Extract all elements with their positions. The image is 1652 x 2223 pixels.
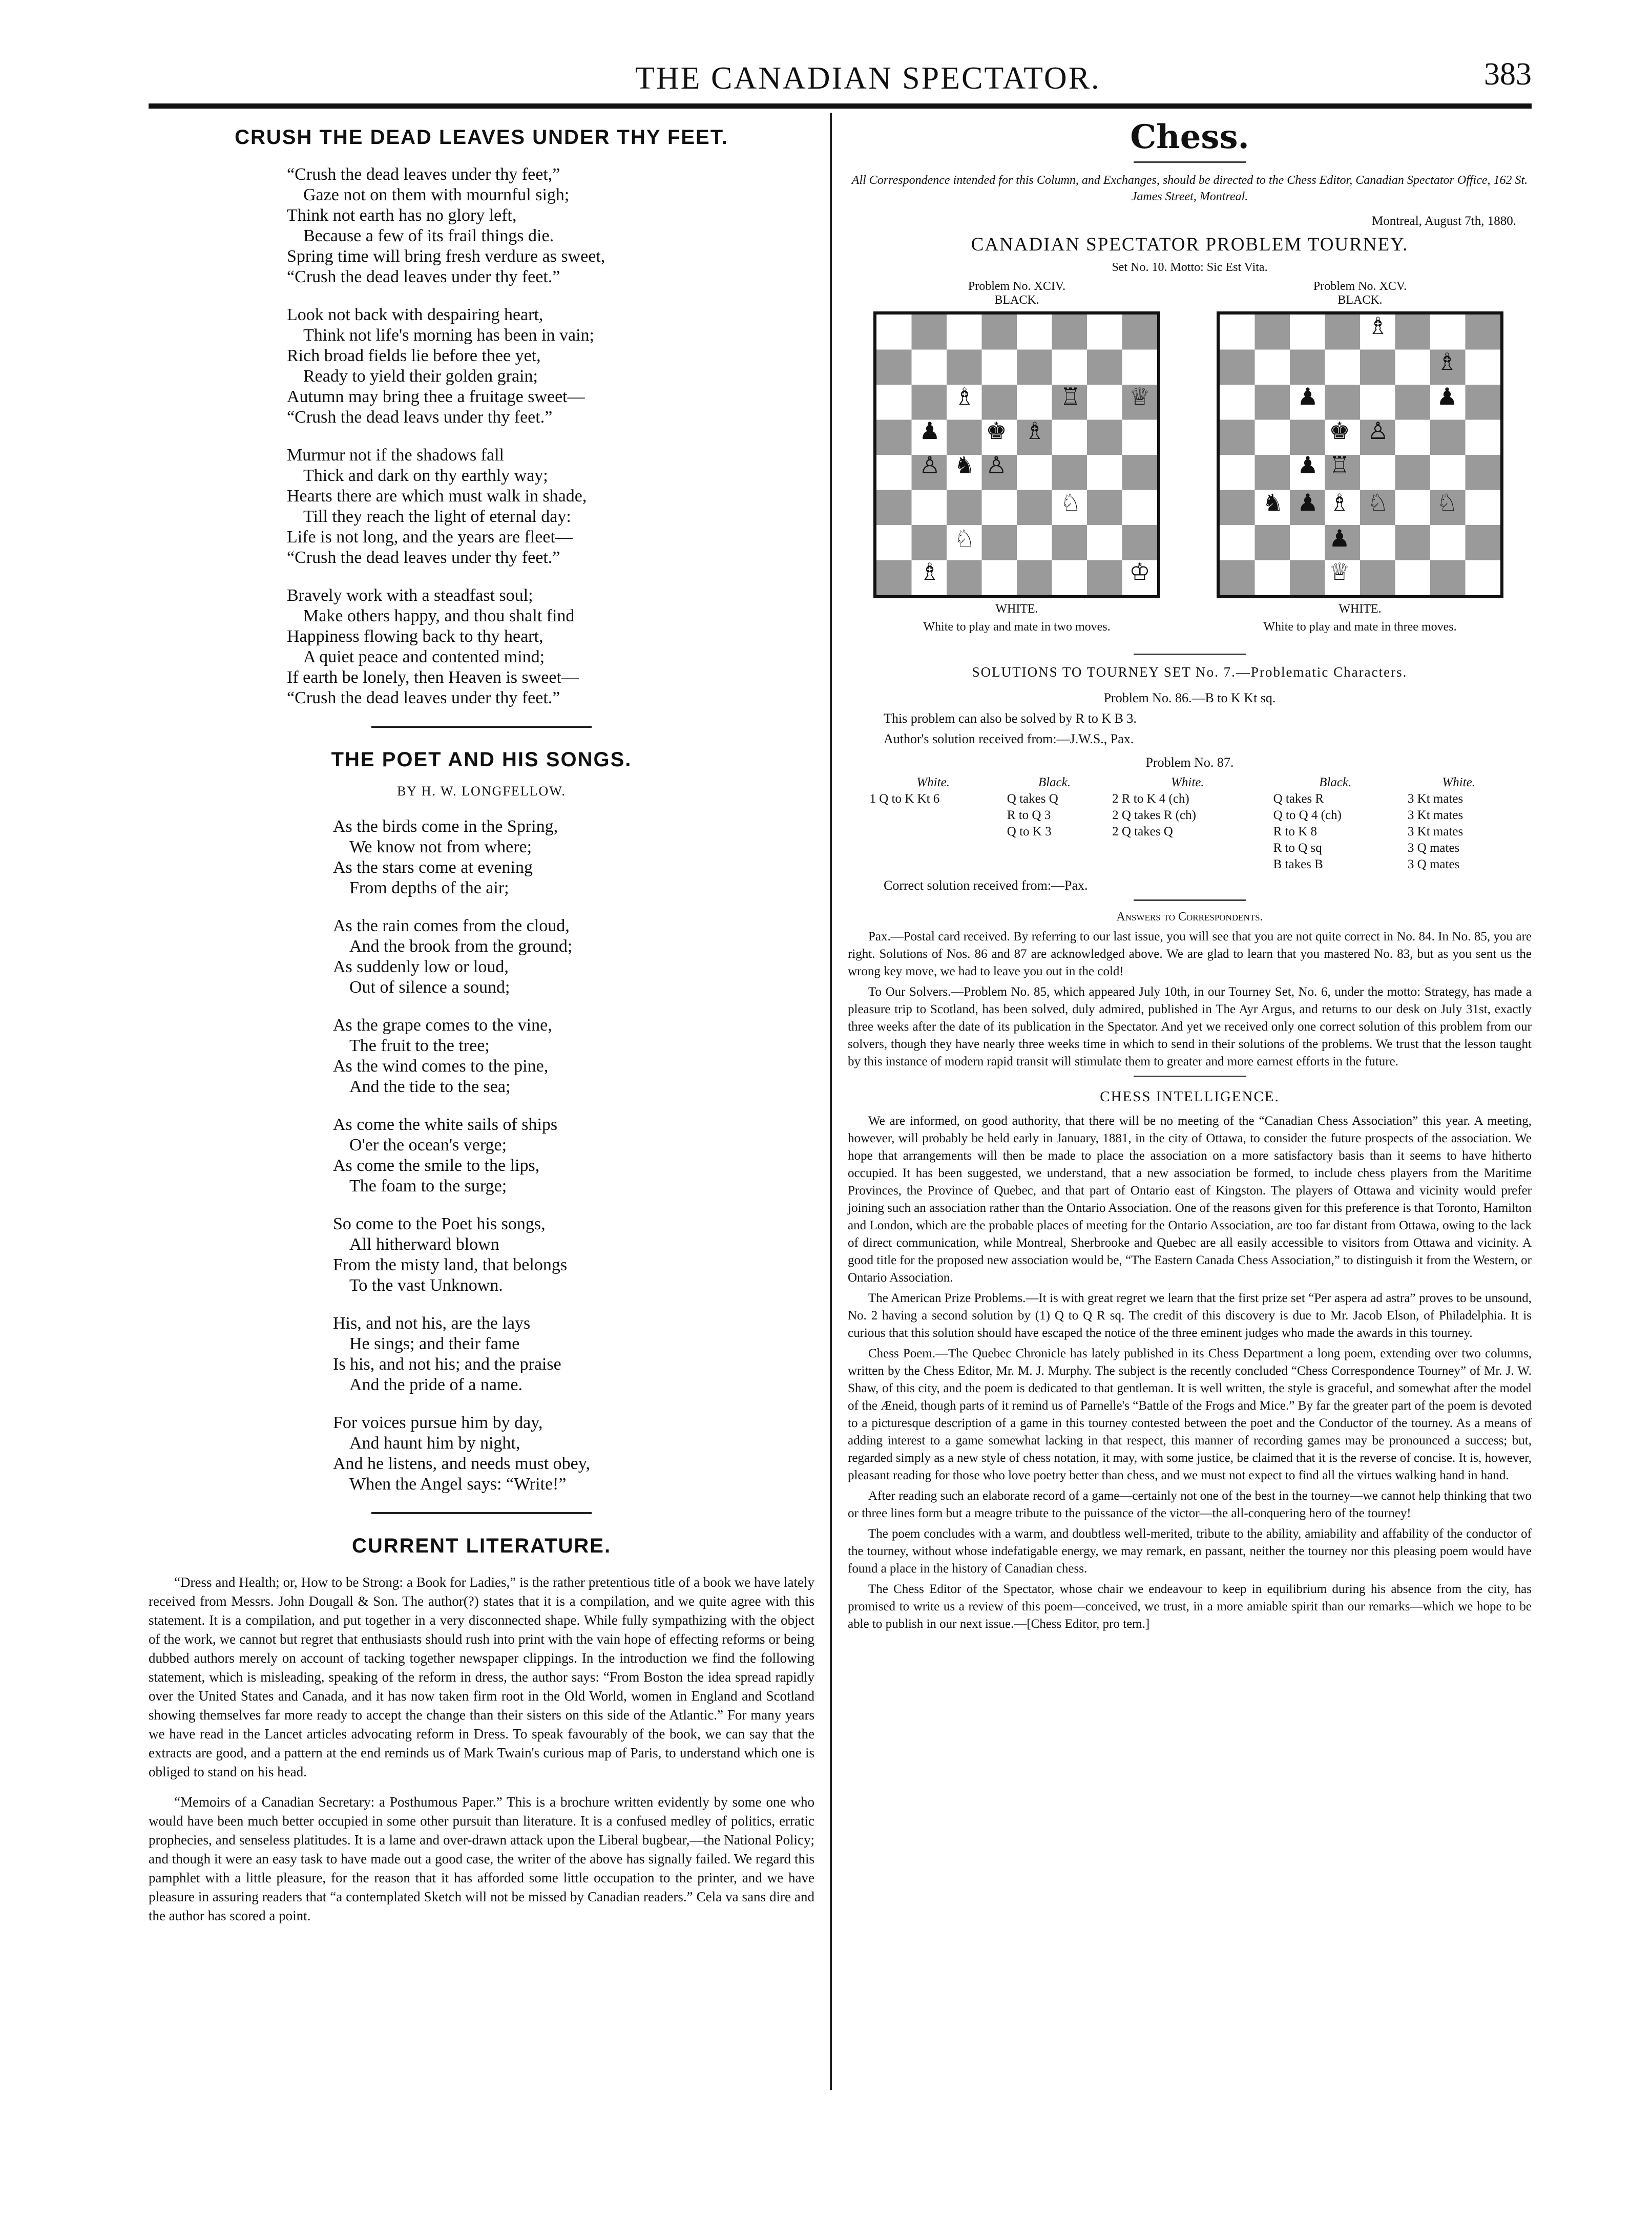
poem-line: For voices pursue him by day, — [333, 1413, 543, 1432]
poem-line: As suddenly low or loud, — [333, 957, 509, 976]
poem-line: When the Angel says: “Write!” — [349, 1475, 567, 1494]
black-knight-icon: ♞ — [954, 452, 975, 478]
poem-line: Make others happy, and thou shalt find — [303, 606, 575, 625]
table-cell — [1002, 856, 1107, 873]
column-header: White. — [1171, 775, 1204, 789]
page-header — [149, 56, 1532, 102]
table-cell: 2 Q takes Q — [1112, 825, 1173, 838]
correspondence-note: All Correspondence intended for this Column, and Exchanges, should be directed to the Chess Editor, Canadian Spectator Office, 162 St. James Street, Montreal. — [851, 174, 1528, 203]
poem-line: O'er the ocean's verge; — [349, 1136, 507, 1155]
poem-line: We know not from where; — [349, 837, 532, 856]
problem-94 — [863, 280, 1170, 634]
poem-line: Hearts there are which must walk in shade, — [287, 487, 587, 506]
table-row — [865, 824, 1515, 840]
column-header: White. — [1442, 775, 1475, 789]
table-cell — [865, 824, 1002, 840]
problem-86-credit: Author's solution received from:—J.W.S., Pax. — [884, 731, 1134, 746]
intelligence-paragraph: We are informed, on good authority, that there will be no meeting of the “Canadian Chess Association” this year. A meeting, however, will probably be held early in January, 1881, in the city of Ottawa, to consider the future prospects of the association. We hope that arrangements will then be made to place the association on a more satisfactory basis than it seems to have hitherto occupied. It has been suggested, we understand, that a new association be formed, to include chess players from the Maritime Provinces, the Province of Quebec, and that part of Ontario east of Kingston. The players of Ottawa and vicinity would prefer joining such an association rather than the Ontario Association. One of the reasons given for this preference is that Toronto, Hamilton and London, which are the probable places of meeting for the Ontario Association, are too far distant from Ottawa, owing to the lack of direct communication, while Montreal, Sherbrooke and Quebec are all easily accessible to visitors from Ottawa and vicinity. A good title for the proposed new association would be, “The Eastern Canada Chess Association,” to distinguish it from the Western, or Ontario Association. — [848, 1114, 1532, 1285]
problem-task: White to play and mate in three moves. — [1263, 620, 1457, 634]
problem-86-title: Problem No. 86.—B to K Kt sq. — [1103, 690, 1276, 705]
column-header: Black. — [1038, 775, 1071, 789]
poem-line: The foam to the surge; — [349, 1177, 507, 1196]
black-pawn-icon: ♟ — [919, 418, 940, 444]
white-bishop-icon: ♗ — [1436, 349, 1458, 375]
poem-line: Happiness flowing back to thy heart, — [287, 627, 543, 646]
white-label: WHITE. — [995, 602, 1038, 616]
poem2-stanza — [333, 916, 814, 998]
poem-line: And the tide to the sea; — [349, 1077, 511, 1096]
problem-86-note: This problem can also be solved by R to K B 3. — [884, 711, 1137, 726]
table-row — [865, 791, 1515, 807]
table-cell: 3 Kt mates — [1407, 825, 1463, 838]
poem2-title: THE POET AND HIS SONGS. — [331, 748, 632, 771]
poem-line: And he listens, and needs must obey, — [333, 1454, 591, 1473]
poem-line: Spring time will bring fresh verdure as sweet, — [287, 247, 605, 266]
table-cell: 3 Kt mates — [1407, 808, 1463, 822]
black-pawn-icon: ♟ — [1297, 452, 1319, 478]
poem-line: As the stars come at evening — [333, 858, 533, 877]
small-separator — [1134, 899, 1246, 901]
poem1-title: CRUSH THE DEAD LEAVES UNDER THY FEET. — [235, 126, 728, 149]
poem2-byline: BY H. W. LONGFELLOW. — [397, 784, 566, 799]
black-knight-icon: ♞ — [1262, 490, 1284, 516]
intelligence-paragraph: The American Prize Problems.—It is with great regret we learn that the first prize set “Per aspera ad astra” proves to be unsound, No. 2 having a second solution by (1) Q to Q R sq. The credit of this discovery is due to Mr. Jacob Elson, of Philadelphia. It is curious that this solution should have escaped the notice of the three eminent judges who made the awards in this tourney. — [848, 1291, 1532, 1340]
white-queen-icon: ♕ — [1329, 559, 1350, 585]
black-label: BLACK. — [1337, 293, 1383, 307]
poem-line: Bravely work with a steadfast soul; — [287, 586, 533, 605]
problem-87-credit: Correct solution received from:—Pax. — [884, 878, 1088, 893]
problem-task: White to play and mate in two moves. — [923, 620, 1111, 634]
white-knight-icon: ♘ — [1060, 490, 1081, 516]
poem-line: Thick and dark on thy earthly way; — [303, 466, 548, 485]
tourney-title: CANADIAN SPECTATOR PROBLEM TOURNEY. — [971, 234, 1409, 255]
black-label: BLACK. — [994, 293, 1039, 307]
white-rook-icon: ♖ — [1060, 384, 1081, 410]
poem-line: “Crush the dead leaves under thy feet.” — [287, 548, 560, 567]
table-cell: 3 Q mates — [1407, 857, 1460, 871]
problem-name: Problem No. XCV. — [1313, 280, 1407, 293]
white-queen-icon: ♕ — [1129, 384, 1151, 410]
poem1-stanza — [287, 164, 814, 287]
table-cell — [865, 840, 1002, 856]
table-cell: 2 Q takes R (ch) — [1112, 808, 1196, 822]
table-cell: B takes B — [1273, 857, 1323, 871]
poem-line: As the wind comes to the pine, — [333, 1057, 549, 1076]
black-pawn-icon: ♟ — [1297, 490, 1319, 516]
table-cell: R to Q 3 — [1007, 808, 1051, 822]
header-rule — [149, 103, 1532, 109]
poem-line: Murmur not if the shadows fall — [287, 446, 504, 465]
white-knight-icon: ♘ — [1436, 490, 1458, 516]
literature-title: CURRENT LITERATURE. — [351, 1535, 612, 1557]
table-row — [865, 856, 1515, 873]
problem-87-title: Problem No. 87. — [1145, 755, 1234, 770]
poem2-stanza — [333, 1214, 814, 1296]
problem-name: Problem No. XCIV. — [968, 280, 1066, 293]
page-number: 383 — [1484, 57, 1532, 92]
small-separator — [1134, 654, 1246, 655]
poem-line: Look not back with despairing heart, — [287, 305, 543, 324]
table-cell: Q takes R — [1273, 792, 1324, 806]
white-label: WHITE. — [1339, 602, 1382, 616]
problem-diagrams — [848, 280, 1532, 648]
poem-line: And the brook from the ground; — [349, 937, 573, 956]
problem-95 — [1206, 280, 1514, 634]
table-cell: R to K 8 — [1273, 825, 1318, 838]
poem1-stanza — [287, 305, 814, 428]
poem1-body — [149, 164, 814, 708]
poem1-stanza — [287, 445, 814, 568]
intelligence-paragraph: Chess Poem.—The Quebec Chronicle has lately published in its Chess Department a long poem, extending over two columns, written by the Chess Editor, Mr. M. J. Murphy. The subject is the recently concluded “Chess Correspondence Tourney” of Mr. J. W. Shaw, of this city, and the poem is dedicated to that gentleman. It is well written, the style is graceful, and somewhat after the model of the Æneid, though parts of it remind us of Parnelle's “Battle of the Frogs and Mice.” By far the greater part of the poem is devoted to a picturesque description of a game in this tourney contested between the poet and the Conductor of the tourney. As a means of adding interest to a game somewhat lacking in that respect, this manner of recording games may be pronounced a success; but, regarded simply as a new style of chess notation, it may, with some justice, be claimed that it is the reverse of concise. It is, however, pleasant reading for those who love poetry better than chess, and we must not expect to find all the virtues walking hand in hand. — [848, 1347, 1532, 1482]
poem2-stanza — [333, 1313, 814, 1395]
white-pawn-icon: ♙ — [1367, 418, 1389, 444]
chess-board — [873, 311, 1160, 598]
poem-line: Rich broad fields lie before thee yet, — [287, 346, 541, 365]
small-separator — [1134, 161, 1246, 163]
poem-line: The fruit to the tree; — [349, 1036, 490, 1055]
problem-87-table — [865, 774, 1515, 873]
poem-line: Think not earth has no glory left, — [287, 206, 517, 225]
black-king-icon: ♚ — [1329, 418, 1350, 444]
table-cell: 2 R to K 4 (ch) — [1112, 792, 1189, 806]
intelligence-title: CHESS INTELLIGENCE. — [1100, 1088, 1280, 1105]
poem-line: And haunt him by night, — [349, 1434, 520, 1453]
white-king-icon: ♔ — [1129, 559, 1151, 585]
publication-title: THE CANADIAN SPECTATOR. — [635, 61, 1101, 96]
black-pawn-icon: ♟ — [1436, 384, 1458, 410]
poem2-stanza — [333, 816, 814, 898]
poem-line: “Crush the dead leaves under thy feet.” — [287, 688, 560, 707]
poem-line: As come the smile to the lips, — [333, 1156, 540, 1175]
poem-line: If earth be lonely, then Heaven is sweet— — [287, 668, 579, 687]
table-cell — [865, 807, 1002, 824]
white-bishop-icon: ♗ — [919, 559, 940, 585]
answer-paragraph: To Our Solvers.—Problem No. 85, which appeared July 10th, in our Tourney Set, No. 6, under the motto: Strategy, has made a pleasure trip to Scotland, has been solved, duly admired, published in The Ayr Argus, and returns to our desk on July 31st, exactly three weeks after the date of its publication in the Spectator. And yet we received only one correct solution of this problem from our solvers, though they have nearly three weeks time in which to send in their solutions of the problems. We trust that the lesson taught by this instance of modern rapid transit will stimulate them to greater and more earnest efforts in the future. — [848, 985, 1532, 1068]
poem-line: “Crush the dead leavs under thy feet.” — [287, 408, 553, 427]
left-column — [149, 118, 814, 1937]
black-pawn-icon: ♟ — [1329, 526, 1350, 552]
small-separator — [1134, 1076, 1246, 1077]
white-bishop-icon: ♗ — [1329, 490, 1350, 516]
white-bishop-icon: ♗ — [1367, 313, 1389, 339]
section-separator — [371, 726, 592, 728]
poem-line: He sings; and their fame — [349, 1334, 520, 1353]
poem2-body — [149, 816, 814, 1495]
answers-title: Answers to Correspondents. — [1116, 910, 1263, 924]
black-king-icon: ♚ — [986, 418, 1007, 444]
table-cell: 3 Q mates — [1407, 841, 1460, 855]
black-pawn-icon: ♟ — [1297, 384, 1319, 410]
solutions-title: SOLUTIONS TO TOURNEY SET No. 7.—Problematic Characters. — [972, 664, 1408, 680]
poem-line: His, and not his, are the lays — [333, 1314, 531, 1333]
poem-line: Till they reach the light of eternal day: — [303, 507, 571, 526]
answer-paragraph: Pax.—Postal card received. By referring to our last issue, you will see that you are not quite correct in No. 84. In No. 85, you are right. Solutions of Nos. 86 and 87 are acknowledged above. We are glad to learn that you mastered No. 83, but as you sent us the wrong key move, we had to leave you out in the cold! — [848, 930, 1532, 978]
dateline: Montreal, August 7th, 1880. — [1372, 214, 1516, 228]
table-cell: Q to K 3 — [1007, 825, 1052, 838]
set-motto: Set No. 10. Motto: Sic Est Vita. — [1112, 261, 1268, 274]
table-cell — [865, 856, 1002, 873]
poem2-stanza — [333, 1115, 814, 1197]
poem-line: As come the white sails of ships — [333, 1115, 558, 1134]
table-cell — [1002, 840, 1107, 856]
table-cell — [1107, 840, 1268, 856]
poem-line: “Crush the dead leaves under thy feet.” — [287, 267, 560, 286]
poem-line: And the pride of a name. — [349, 1375, 522, 1394]
table-cell: Q to Q 4 (ch) — [1273, 808, 1342, 822]
poem-line: Life is not long, and the years are fleet— — [287, 528, 573, 547]
poem-line: “Crush the dead leaves under thy feet,” — [287, 165, 560, 184]
poem-line: From depths of the air; — [349, 878, 509, 897]
poem-line: Ready to yield their golden grain; — [303, 367, 538, 386]
table-row — [865, 807, 1515, 824]
column-divider — [830, 113, 832, 2090]
column-header: White. — [916, 775, 950, 789]
poem-line: As the rain comes from the cloud, — [333, 916, 570, 935]
literature-paragraph: “Dress and Health; or, How to be Strong: a Book for Ladies,” is the rather pretentious title of a book we have lately received from Messrs. John Dougall & Son. The author(?) states that it is a compilation, and we quite agree with this statement. It is a compilation, and put together in a very disconnected shape. While fully sympathizing with the object of the work, we cannot but regret that enthusiasts should rush into print with the vain hope of effecting reforms or being dubbed authors merely on account of tacking together newspaper clippings. In the introduction we find the following statement, which is misleading, speaking of the reform in dress, the author says: “From Boston the idea spread rapidly over the United States and Canada, and it has now taken firm root in the Old World, women in England and Scotland showing themselves far more ready to accept the change than their sisters on this side of the Atlantic.” For many years we have read in the Lancet articles advocating reform in Dress. To speak favourably of the book, we can say that the extracts are good, and a pattern at the end reminds us of Mark Twain's curious map of Paris, to understand which one is obliged to stand on his head. — [149, 1575, 814, 1779]
poem-line: As the birds come in the Spring, — [333, 817, 558, 836]
table-cell: 1 Q to K Kt 6 — [869, 792, 940, 806]
poem2-stanza — [333, 1413, 814, 1495]
table-row — [865, 840, 1515, 856]
poem-line: From the misty land, that belongs — [333, 1255, 568, 1274]
intelligence-paragraph: The poem concludes with a warm, and doubtless well-merited, tribute to the ability, amiability and affability of the conductor of the tourney, without whose indefatigable energy, we may remark, en passant, neither the tourney nor this pleasing poem would have found a place in the history of Canadian chess. — [848, 1527, 1532, 1576]
intelligence-paragraph: The Chess Editor of the Spectator, whose chair we endeavour to keep in equilibrium during his absence from the city, has promised to write us a review of this poem—conceived, we trust, in a more amiable spirit than our remarks—which we hope to be able to publish in our next issue.—[Chess Editor, pro tem.] — [848, 1582, 1532, 1631]
table-cell: 3 Kt mates — [1407, 792, 1463, 806]
white-pawn-icon: ♙ — [986, 452, 1007, 478]
table-cell — [1107, 856, 1268, 873]
table-header-row — [865, 774, 1515, 791]
table-cell: R to Q sq — [1273, 841, 1322, 855]
poem2-stanza — [333, 1015, 814, 1097]
poem-line: Because a few of its frail things die. — [303, 226, 554, 245]
poem-line: As the grape comes to the vine, — [333, 1016, 552, 1035]
white-pawn-icon: ♙ — [919, 452, 940, 478]
poem-line: All hitherward blown — [349, 1235, 499, 1254]
poem1-stanza — [287, 585, 814, 708]
poem-line: To the vast Unknown. — [349, 1276, 503, 1295]
white-knight-icon: ♘ — [954, 526, 975, 552]
chess-heading: Chess. — [1130, 118, 1249, 156]
white-bishop-icon: ♗ — [954, 384, 975, 410]
table-cell: Q takes Q — [1007, 792, 1058, 806]
poem-line: Out of silence a sound; — [349, 978, 510, 997]
poem-line: Gaze not on them with mournful sigh; — [303, 185, 570, 204]
poem-line: Is his, and not his; and the praise — [333, 1355, 561, 1374]
poem-line: A quiet peace and contented mind; — [303, 647, 545, 666]
poem-line: Think not life's morning has been in vain; — [303, 326, 594, 345]
section-separator — [371, 1512, 592, 1514]
literature-paragraph: “Memoirs of a Canadian Secretary: a Posthumous Paper.” This is a brochure written evidently by some one who would have been much better occupied in some other pursuit than literature. It is a confused medley of politics, erratic prophecies, and senseless platitudes. It is a lame and over-drawn attack upon the Liberal bugbear,—the National Policy; and though it were an easy task to have made out a good case, the writer of the above has signally failed. We regard this pamphlet with a little pleasure, for the reason that it has afforded some little occupation to the printer, and we have pleasure in assuring readers that “a contemplated Sketch will not be missed by Canadian readers.” Cela va sans dire and the author has scored a point. — [149, 1794, 814, 1923]
white-rook-icon: ♖ — [1329, 452, 1350, 478]
right-column — [848, 118, 1532, 1636]
poem-line: Autumn may bring thee a fruitage sweet— — [287, 387, 585, 406]
chess-board — [1217, 311, 1503, 598]
white-knight-icon: ♘ — [1367, 490, 1389, 516]
poem-line: So come to the Poet his songs, — [333, 1214, 546, 1233]
white-bishop-icon: ♗ — [1024, 418, 1045, 444]
column-header: Black. — [1319, 775, 1352, 789]
intelligence-paragraph: After reading such an elaborate record of a game—certainly not one of the best in the tourney—we cannot help thinking that two or three lines form but a meagre tribute to the puissance of the victor—the all-conquering hero of the tourney! — [848, 1489, 1532, 1520]
